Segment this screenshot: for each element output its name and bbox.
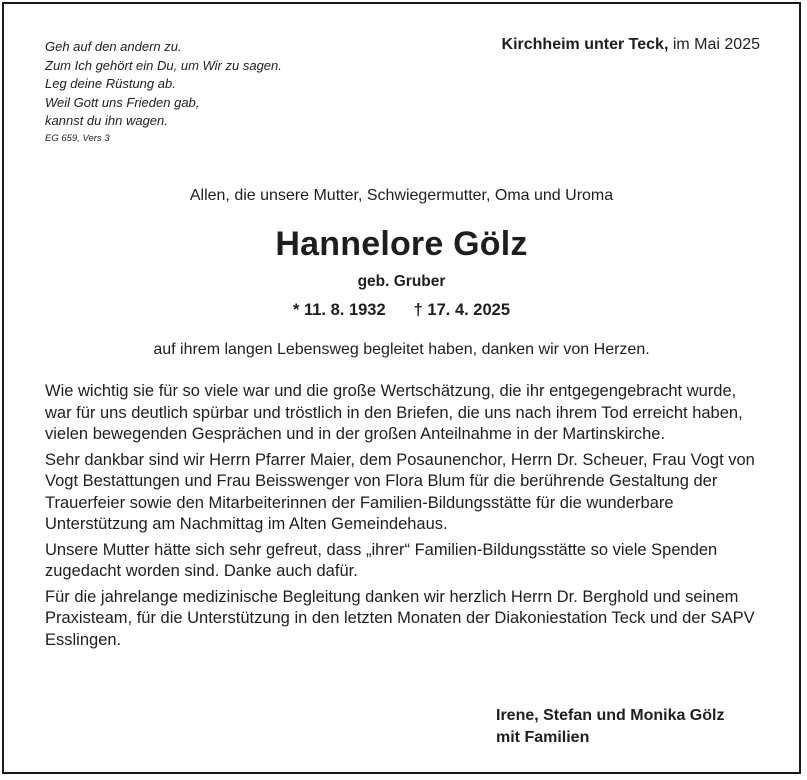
- thanks-line: auf ihrem langen Lebensweg begleitet haben, danken wir von Herzen.: [153, 341, 650, 358]
- signature-family: mit Familien: [496, 729, 590, 746]
- poem-block: [45, 38, 282, 145]
- paragraph: Für die jahrelange medizinische Begleitung danken wir herzlich Herrn Dr. Berghold und seinem Praxisteam, für die Unterstützung in den letzten Monaten der Diakoniestation Teck und der SAPV Esslingen.: [45, 587, 755, 649]
- signature-names: Irene, Stefan und Monika Gölz: [496, 707, 725, 724]
- body-text: [45, 381, 767, 655]
- place-date-text: im Mai 2025: [672, 36, 760, 53]
- maiden-name: geb. Gruber: [357, 273, 446, 290]
- paragraph: Unsere Mutter hätte sich sehr gefreut, dass „ihrer“ Familien-Bildungsstätte so viele Spenden zugedacht worden sind. Danke auch dafür.: [45, 540, 718, 580]
- birth-date: * 11. 8. 1932: [292, 301, 386, 319]
- place-date: [502, 36, 760, 54]
- paragraph: Sehr dankbar sind wir Herrn Pfarrer Maier, dem Posaunenchor, Herrn Dr. Scheuer, Frau Vogt von Vogt Bestattungen und Frau Beisswenger von Flora Blum für die berührende Gestaltung der Trauerfeier sowie den Mitarbeiterinnen der Familien-Bildungsstätte für die wunderbare Unterstützung am Nachmittag im Alten Gemeindehaus.: [45, 450, 755, 533]
- poem-line: Zum Ich gehört ein Du, um Wir zu sagen.: [45, 57, 282, 73]
- paragraph: Wie wichtig sie für so viele war und die große Wertschätzung, die ihr entgegengebracht wurde, war für uns deutlich spürbar und tröstlich in den Briefen, die uns nach ihrem Tod erreicht haben, vielen bewegenden Gesprächen und in der großen Anteilnahme in der Martinskirche.: [45, 382, 743, 443]
- death-date: † 17. 4. 2025: [413, 301, 510, 319]
- intro-line: Allen, die unsere Mutter, Schwiegermutter, Oma und Uroma: [189, 187, 614, 204]
- poem-line: Geh auf den andern zu.: [45, 39, 182, 54]
- poem-source: EG 659, Vers 3: [45, 132, 110, 144]
- signature-block: [496, 705, 724, 749]
- poem-line: kannst du ihn wagen.: [45, 113, 168, 128]
- poem-line: Weil Gott uns Frieden gab,: [45, 94, 200, 110]
- place-city: Kirchheim unter Teck,: [501, 36, 669, 53]
- deceased-name: Hannelore Gölz: [275, 225, 528, 263]
- life-dates: [0, 301, 803, 320]
- poem-line: Leg deine Rüstung ab.: [45, 76, 176, 91]
